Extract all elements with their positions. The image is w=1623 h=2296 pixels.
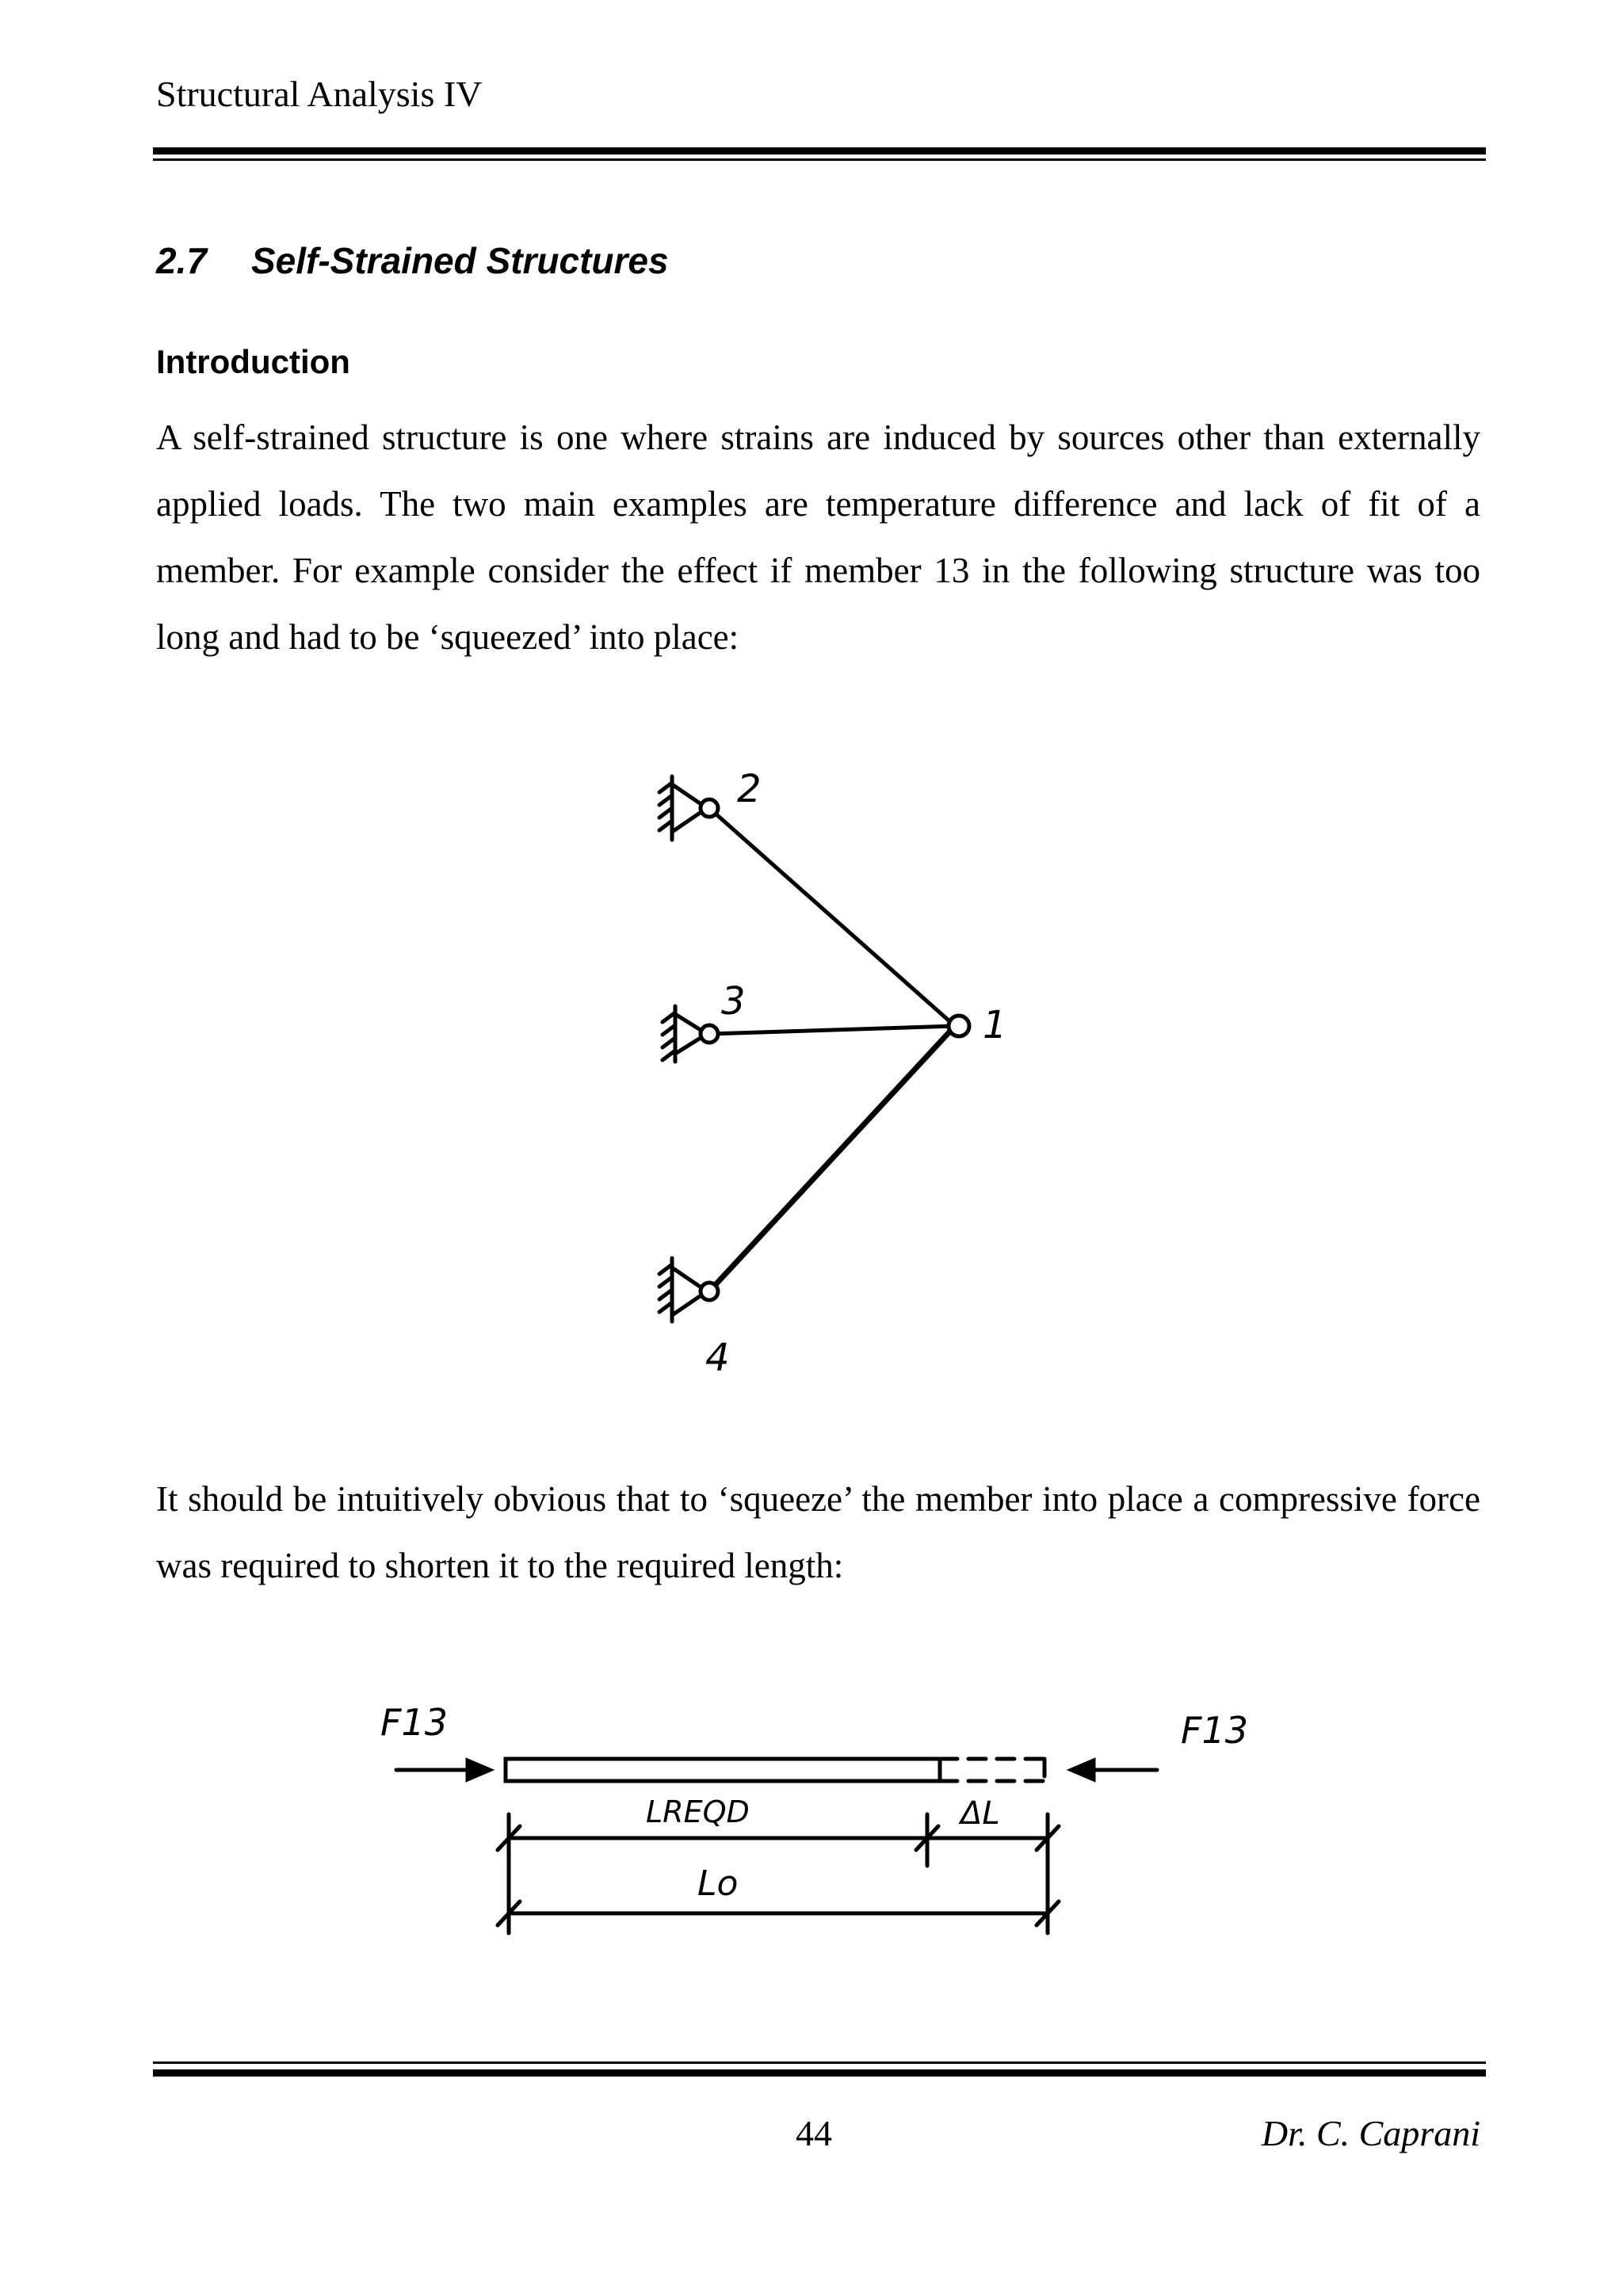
dim-length-original xyxy=(498,1830,1059,1933)
footer-author: Dr. C. Caprani xyxy=(1261,2113,1480,2153)
member-3-1 xyxy=(709,1026,955,1034)
node-label-2: 2 xyxy=(737,767,762,811)
section-heading xyxy=(156,242,669,279)
paragraph-squeeze: It should be intuitively obvious that to ‘squeeze’ the member into place a compressive force was required to shorten it to the required length: xyxy=(156,1479,1480,1585)
page-number: 44 xyxy=(796,2113,832,2153)
footer-rule-thick xyxy=(153,2069,1486,2077)
member-extension-dashed xyxy=(940,1759,1044,1781)
length-label-delta: ΔL xyxy=(960,1795,1000,1832)
subsection-heading: Introduction xyxy=(156,343,350,380)
force-label-left: F13 xyxy=(380,1701,448,1744)
length-label-required: LREQD xyxy=(646,1794,750,1829)
joint-1 xyxy=(949,1016,969,1036)
footer-rule-thin xyxy=(153,2061,1486,2064)
truss-diagram xyxy=(618,745,1046,1402)
member-4-1 xyxy=(709,1026,955,1291)
member-compression-diagram xyxy=(365,1688,1284,1957)
header-rule-thin xyxy=(153,158,1486,161)
running-header-title: Structural Analysis IV xyxy=(156,74,483,114)
joint-2 xyxy=(701,799,718,817)
header-rule-thick xyxy=(153,147,1486,154)
section-number: 2.7 xyxy=(156,240,207,281)
node-label-4: 4 xyxy=(705,1336,730,1380)
force-arrow-left xyxy=(396,1760,490,1779)
paragraph-intro: A self-strained structure is one where strains are induced by sources other than externally applied loads. The two main examples are temperature difference and lack of fit of a member. For example consider the effect if member 13 in the following structure was too long and had to be ‘squeezed’ into place: xyxy=(156,418,1480,657)
node-label-3: 3 xyxy=(721,979,746,1024)
section-title: Self-Strained Structures xyxy=(251,240,669,281)
joint-4 xyxy=(701,1283,718,1300)
node-label-1: 1 xyxy=(983,1003,1007,1047)
force-arrow-right xyxy=(1071,1760,1157,1779)
force-label-right: F13 xyxy=(1181,1709,1248,1752)
length-label-original: Lo xyxy=(697,1863,739,1904)
member-2-1 xyxy=(709,808,955,1026)
member-13-bar xyxy=(506,1759,940,1781)
joint-3 xyxy=(701,1025,718,1043)
